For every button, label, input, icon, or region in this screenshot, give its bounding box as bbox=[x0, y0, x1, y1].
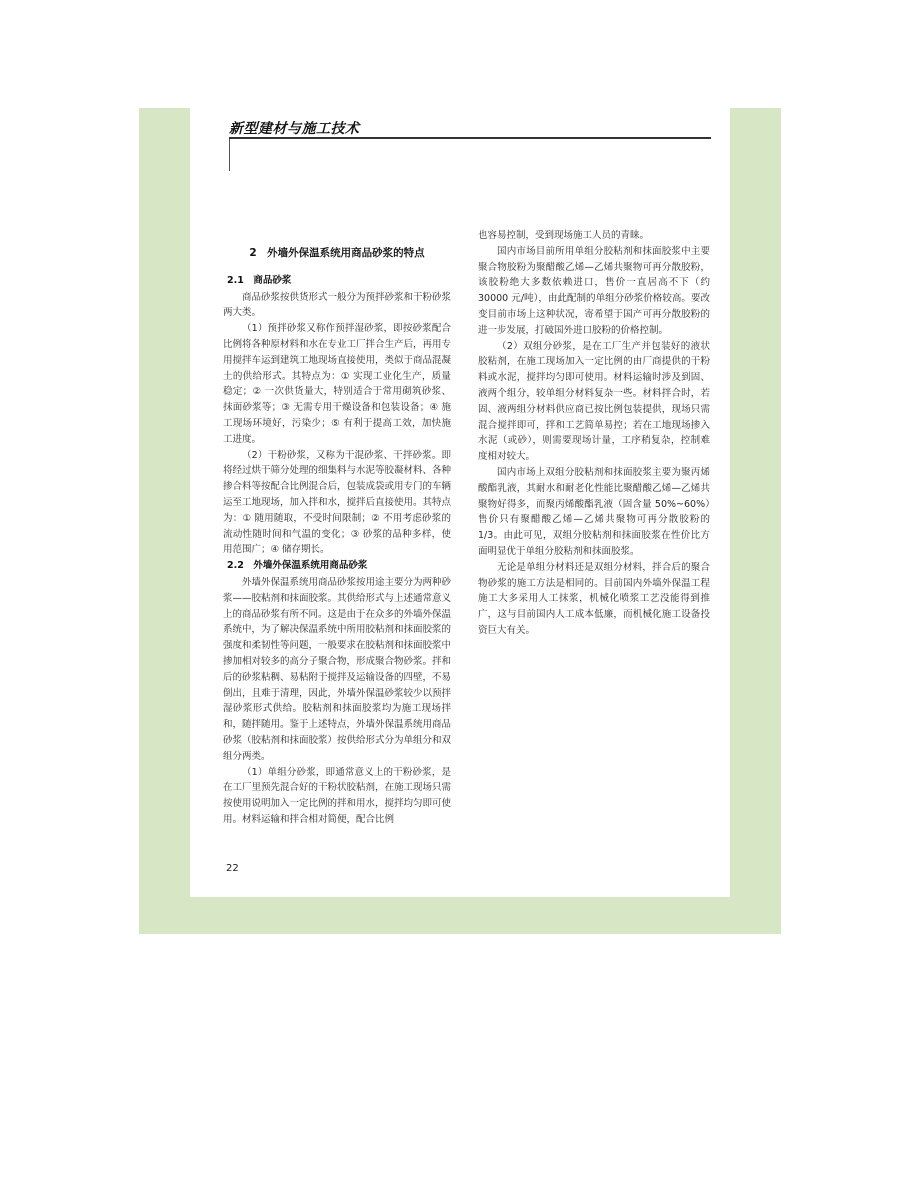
paragraph: （2）双组分砂浆，是在工厂生产并包装好的液状胶粘剂，在施工现场加入一定比例的由厂商提供的干粉料或水泥，搅拌均匀即可使用。材料运输时涉及到固、液两个组分，较单组分材料复杂一些。材料拌合时，若固、液两组分材料供应商已按比例包装提供，现场只需混合搅拌即可，拌和工艺简单易控；若在工地现场掺入水泥（或砂），则需要现场计量，工序稍复杂，控制难度相对较大。 bbox=[478, 340, 710, 463]
right-column bbox=[478, 228, 710, 639]
paragraph: 国内市场上双组分胶粘剂和抹面胶浆主要为聚丙烯酸酯乳液，其耐水和耐老化性能比聚醋酸乙烯—乙烯共聚物好得多，而聚丙烯酸酯乳液（固含量 50%~60%）售价只有聚醋酸乙烯—乙烯共聚物可再分散胶粉的 1/3。由此可见，双组分胶粘剂和抹面胶浆在性价比方面明显优于单组分胶粘剂和抹面胶浆。 bbox=[478, 466, 710, 557]
paragraph: 国内市场目前所用单组分胶粘剂和抹面胶浆中主要聚合物胶粉为聚醋酸乙烯—乙烯共聚物可再分散胶粉，该胶粉绝大多数依赖进口，售价一直居高不下（约 30000 元/吨），由此配制的单组分砂浆价格较高。要改变目前市场上这种状况，寄希望于国产可再分散胶粉的进一步发展，打破国外进口胶粉的价格控制。 bbox=[478, 245, 710, 336]
header-vertical-rule bbox=[229, 139, 230, 171]
paragraph: （1）单组分砂浆，即通常意义上的干粉砂浆，是在工厂里预先混合好的干粉状胶粘剂，在施工现场只需按使用说明加入一定比例的拌和用水，搅拌均匀即可使用。材料运输和拌合相对简便，配合比例 bbox=[223, 766, 452, 825]
page-number: 22 bbox=[226, 863, 239, 874]
subsection-title-2-2: 2.2 外墙外保温系统用商品砂浆 bbox=[227, 560, 368, 572]
paragraph: 外墙外保温系统用商品砂浆按用途主要分为两种砂浆——胶粘剂和抹面胶浆。其供给形式与上述通常意义上的商品砂浆有所不同。这是由于在众多的外墙外保温系统中，为了解决保温系统中所用胶粘剂和抹面胶浆的强度和柔韧性等问题，一般要求在胶粘剂和抹面胶浆中掺加相对较多的高分子聚合物，形成聚合物砂浆。拌和后的砂浆粘稠、易粘附于搅拌及运输设备的四壁，不易倒出，且难于清理，因此，外墙外保温砂浆较少以预拌湿砂浆形式供给。胶粘剂和抹面胶浆均为施工现场拌和，随拌随用。鉴于上述特点，外墙外保温系统用商品砂浆（胶粘剂和抹面胶浆）按供给形式分为单组分和双组分两类。 bbox=[223, 576, 452, 762]
paragraph: （2）干粉砂浆，又称为干混砂浆、干拌砂浆。即将经过烘干筛分处理的细集料与水泥等胶凝材料、各种掺合料等按配合比例混合后，包装成袋或用专门的车辆运至工地现场，加入拌和水，搅拌后直接使用。其特点为：① 随用随取，不受时间限制；② 不用考虑砂浆的流动性随时间和气温的变化；③ 砂浆的品种多样，使用范围广；④ 储存期长。 bbox=[223, 449, 452, 556]
paragraph: 无论是单组分材料还是双组分材料，拌合后的聚合物砂浆的施工方法是相同的。目前国内外墙外保温工程施工大多采用人工抹浆，机械化喷浆工艺没能得到推广，这与目前国内人工成本低廉，而机械化施工设备投资巨大有关。 bbox=[478, 561, 710, 636]
journal-header-title: 新型建材与施工技术 bbox=[229, 121, 360, 137]
header-rule bbox=[229, 137, 711, 139]
paragraph-continued: 也容易控制，受到现场施工人员的青睐。 bbox=[478, 230, 650, 241]
paragraph: 商品砂浆按供货形式一般分为预拌砂浆和干粉砂浆两大类。 bbox=[223, 291, 452, 319]
left-column bbox=[223, 244, 451, 828]
subsection-title-2-1: 2.1 商品砂浆 bbox=[227, 274, 292, 286]
section-title: 2 外墙外保温系统用商品砂浆的特点 bbox=[249, 247, 425, 259]
paragraph: （1）预拌砂浆又称作预拌湿砂浆，即按砂浆配合比例将各种原材料和水在专业工厂拌合生产后，再用专用搅拌车运到建筑工地现场直接使用，类似于商品混凝土的供给形式。其特点为：① 实现工业化生产，质量稳定；② 一次供货量大，特别适合于常用砌筑砂浆、抹面砂浆等；③ 无需专用干燥设备和包装设备；④ 施工现场环境好，污染少；⑤ 有利于提高工效，加快施工进度。 bbox=[223, 323, 452, 445]
